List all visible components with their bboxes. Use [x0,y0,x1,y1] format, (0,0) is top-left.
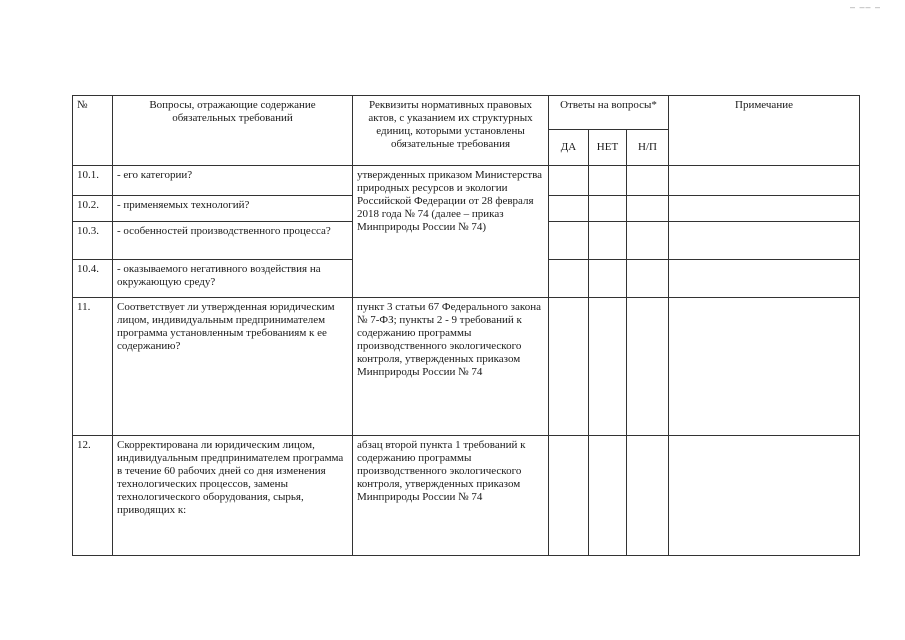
requirements-table [72,95,860,556]
header-num: № [73,96,113,166]
row-requisites: пункт 3 статьи 67 Федерального закона № 7-ФЗ; пункты 2 - 9 требований к содержанию программы производственного экологического контроля, утвержденных приказом Минприроды России № 74 [353,298,549,436]
answer-no-cell[interactable] [589,298,627,436]
table-row [73,166,860,196]
header-questions: Вопросы, отражающие содержание обязательных требований [113,96,353,166]
answer-no-cell[interactable] [589,436,627,556]
note-cell[interactable] [669,436,860,556]
note-cell[interactable] [669,196,860,222]
answer-no-cell[interactable] [589,260,627,298]
answer-na-cell[interactable] [627,260,669,298]
answer-yes-cell[interactable] [549,298,589,436]
row-requisites: утвержденных приказом Министерства природных ресурсов и экологии Российской Федерации от 28 февраля 2018 года № 74 (далее – приказ Минприроды России № 74) [353,166,549,298]
row-num: 11. [73,298,113,436]
row-question: - особенностей производственного процесса? [113,222,353,260]
row-num: 12. [73,436,113,556]
answer-na-cell[interactable] [627,166,669,196]
note-cell[interactable] [669,260,860,298]
answer-yes-cell[interactable] [549,260,589,298]
answer-yes-cell[interactable] [549,196,589,222]
row-question: - его категории? [113,166,353,196]
row-question: Скорректирована ли юридическим лицом, индивидуальным предпринимателем программа в течение 60 рабочих дней со дня изменения технологических процессов, замены технологического оборудования, сырья, приводящих к: [113,436,353,556]
header-yes: ДА [549,130,589,166]
row-question: - оказываемого негативного воздействия на окружающую среду? [113,260,353,298]
answer-na-cell[interactable] [627,196,669,222]
row-num: 10.1. [73,166,113,196]
row-num: 10.2. [73,196,113,222]
answer-no-cell[interactable] [589,166,627,196]
answer-na-cell[interactable] [627,298,669,436]
row-num: 10.4. [73,260,113,298]
answer-yes-cell[interactable] [549,166,589,196]
note-cell[interactable] [669,166,860,196]
row-requisites: абзац второй пункта 1 требований к содержанию программы производственного экологического контроля, утвержденных приказом Минприроды России № 74 [353,436,549,556]
header-na: Н/П [627,130,669,166]
page-marks: – –– – [849,2,881,12]
note-cell[interactable] [669,222,860,260]
row-question: Соответствует ли утвержденная юридическим лицом, индивидуальным предпринимателем программа установленным требованиям к ее содержанию? [113,298,353,436]
header-no: НЕТ [589,130,627,166]
row-num: 10.3. [73,222,113,260]
table-row [73,298,860,436]
answer-yes-cell[interactable] [549,436,589,556]
header-answers: Ответы на вопросы* [549,96,669,130]
table-row [73,436,860,556]
header-requisites: Реквизиты нормативных правовых актов, с указанием их структурных единиц, которыми установлены обязательные требования [353,96,549,166]
answer-na-cell[interactable] [627,222,669,260]
note-cell[interactable] [669,298,860,436]
header-note: Примечание [669,96,860,166]
answer-no-cell[interactable] [589,222,627,260]
answer-na-cell[interactable] [627,436,669,556]
answer-no-cell[interactable] [589,196,627,222]
answer-yes-cell[interactable] [549,222,589,260]
row-question: - применяемых технологий? [113,196,353,222]
